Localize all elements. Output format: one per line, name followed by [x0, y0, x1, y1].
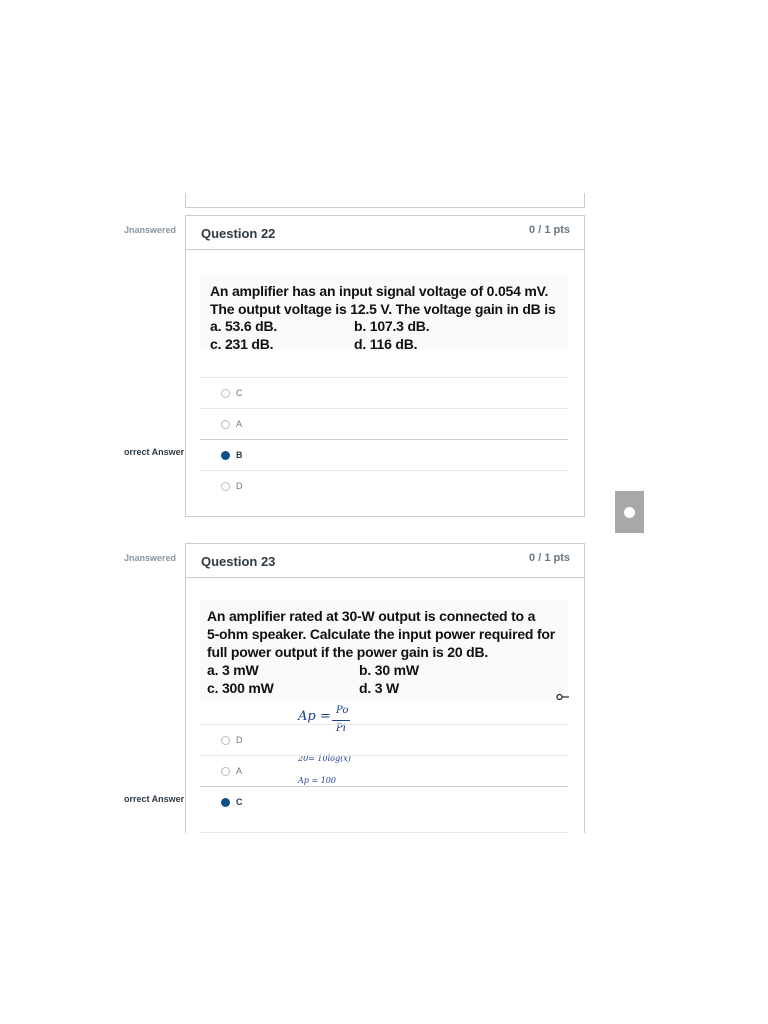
answer-option[interactable]: [200, 724, 568, 756]
radio-button[interactable]: [221, 736, 230, 745]
answer-label: D: [236, 481, 243, 491]
answer-option[interactable]: [200, 408, 568, 440]
handwriting-fraction-bottom: Pi: [336, 723, 346, 734]
question-image: [200, 600, 568, 700]
radio-button[interactable]: [221, 389, 230, 398]
option-text: a. 3 mW: [207, 662, 259, 678]
fraction-bar: [332, 720, 350, 721]
question-points: 0 / 1 pts: [529, 224, 570, 236]
correct-answer-label: orrect Answer: [124, 794, 185, 804]
option-text: b. 107.3 dB.: [354, 318, 430, 334]
option-text: c. 231 dB.: [210, 336, 274, 352]
question-text-line: The output voltage is 12.5 V. The voltage gain in dB is: [210, 301, 556, 317]
answer-option-correct[interactable]: [200, 786, 568, 833]
radio-button[interactable]: [221, 420, 230, 429]
question-header: [186, 216, 584, 250]
question-status: Jnanswered: [124, 225, 177, 235]
question-text-line: An amplifier has an input signal voltage of 0.054 mV.: [210, 283, 549, 299]
option-text: c. 300 mW: [207, 680, 274, 696]
question-points: 0 / 1 pts: [529, 552, 570, 564]
question-header: [186, 544, 584, 578]
option-text: b. 30 mW: [359, 662, 419, 678]
answer-label: C: [236, 797, 243, 807]
previous-question-card: [185, 193, 585, 208]
answer-label: D: [236, 735, 243, 745]
question-text-line: full power output if the power gain is 20 dB.: [207, 644, 489, 660]
correct-answer-label: orrect Answer: [124, 447, 185, 457]
option-text: a. 53.6 dB.: [210, 318, 278, 334]
question-text-line: 5-ohm speaker. Calculate the input power required for: [207, 626, 556, 642]
handwriting-line: Ap = 100: [298, 776, 336, 785]
question-title: Question 23: [201, 554, 276, 569]
radio-button-selected[interactable]: [221, 451, 230, 460]
circle-icon: [624, 507, 635, 518]
question-title: Question 22: [201, 226, 276, 241]
question-text-line: An amplifier rated at 30-W output is connected to a: [207, 608, 536, 624]
answer-option-correct[interactable]: [200, 439, 568, 471]
radio-button-selected[interactable]: [221, 798, 230, 807]
option-text: d. 3 W: [359, 680, 400, 696]
handwriting-fraction-top: Po: [336, 705, 349, 716]
answer-label: C: [236, 388, 243, 398]
answer-label: A: [236, 766, 243, 776]
answer-option[interactable]: [200, 470, 568, 502]
radio-button[interactable]: [221, 767, 230, 776]
side-panel-tab[interactable]: [615, 491, 644, 533]
question-image: [200, 275, 568, 351]
answer-option[interactable]: [200, 377, 568, 409]
pin-icon[interactable]: [556, 693, 570, 701]
radio-button[interactable]: [221, 482, 230, 491]
question-status: Jnanswered: [124, 553, 177, 563]
answer-option[interactable]: [200, 755, 568, 787]
option-text: d. 116 dB.: [354, 336, 418, 352]
handwriting-line: 20= 10log(x): [298, 754, 351, 763]
answer-label: A: [236, 419, 243, 429]
answer-label: B: [236, 450, 243, 460]
handwriting-line: Ap =: [298, 709, 331, 724]
